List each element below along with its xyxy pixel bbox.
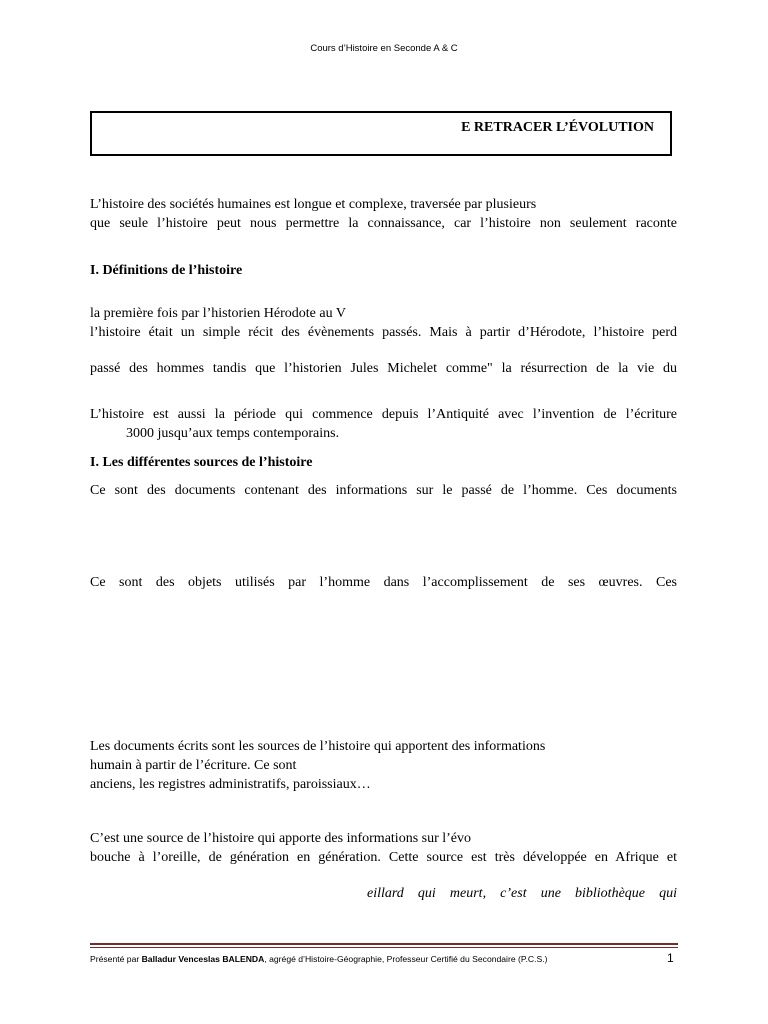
- paragraph-line: la première fois par l’historien Hérodote au V: [90, 306, 346, 321]
- chapter-title: E RETRACER L’ÉVOLUTION: [461, 120, 654, 135]
- paragraph-line: humain à partir de l’écriture. Ce sont: [90, 758, 297, 773]
- footer-rule: [90, 943, 678, 945]
- running-header: Cours d’Histoire en Seconde A & C: [310, 43, 458, 54]
- paragraph-line: Ce sont des objets utilisés par l’homme dans l’accomplissement de ses œuvres. Ces: [90, 575, 677, 590]
- page-number: 1: [667, 951, 674, 965]
- footer-suffix: , agrégé d’Histoire-Géographie, Professeur Certifié du Secondaire (P.C.S.): [264, 954, 548, 964]
- paragraph-line: anciens, les registres administratifs, paroissiaux…: [90, 777, 371, 792]
- intro-line-1: L’histoire des sociétés humaines est longue et complexe, traversée par plusieurs: [90, 197, 537, 212]
- quote-line: eillard qui meurt, c’est une bibliothèque qui: [367, 886, 677, 901]
- chapter-title-box: [90, 111, 672, 156]
- paragraph-line: passé des hommes tandis que l’historien Jules Michelet comme" la résurrection de la vie du: [90, 361, 677, 376]
- paragraph-line: Ce sont des documents contenant des informations sur le passé de l’homme. Ces documents: [90, 483, 677, 498]
- intro-line-2: que seule l’histoire peut nous permettre la connaissance, car l’histoire non seulement raconte: [90, 216, 677, 231]
- paragraph-line: bouche à l’oreille, de génération en génération. Cette source est très développée en Afrique et: [90, 850, 677, 865]
- section-heading-definitions: I. Définitions de l’histoire: [90, 263, 243, 278]
- paragraph-line: C’est une source de l’histoire qui apporte des informations sur l’évo: [90, 831, 472, 846]
- paragraph-line: Les documents écrits sont les sources de l’histoire qui apportent des informations: [90, 739, 546, 754]
- footer-rule-thin: [90, 947, 678, 948]
- footer-credit: [90, 954, 547, 964]
- footer-author: Balladur Venceslas BALENDA: [141, 954, 265, 964]
- paragraph-line: 3000 jusqu’aux temps contemporains.: [126, 426, 340, 441]
- section-heading-sources: I. Les différentes sources de l’histoire: [90, 455, 313, 470]
- paragraph-line: L’histoire est aussi la période qui commence depuis l’Antiquité avec l’invention de l’écriture: [90, 407, 677, 422]
- paragraph-line: l’histoire était un simple récit des évènements passés. Mais à partir d’Hérodote, l’histoire perd: [90, 325, 677, 340]
- footer-prefix: Présenté par: [90, 954, 142, 964]
